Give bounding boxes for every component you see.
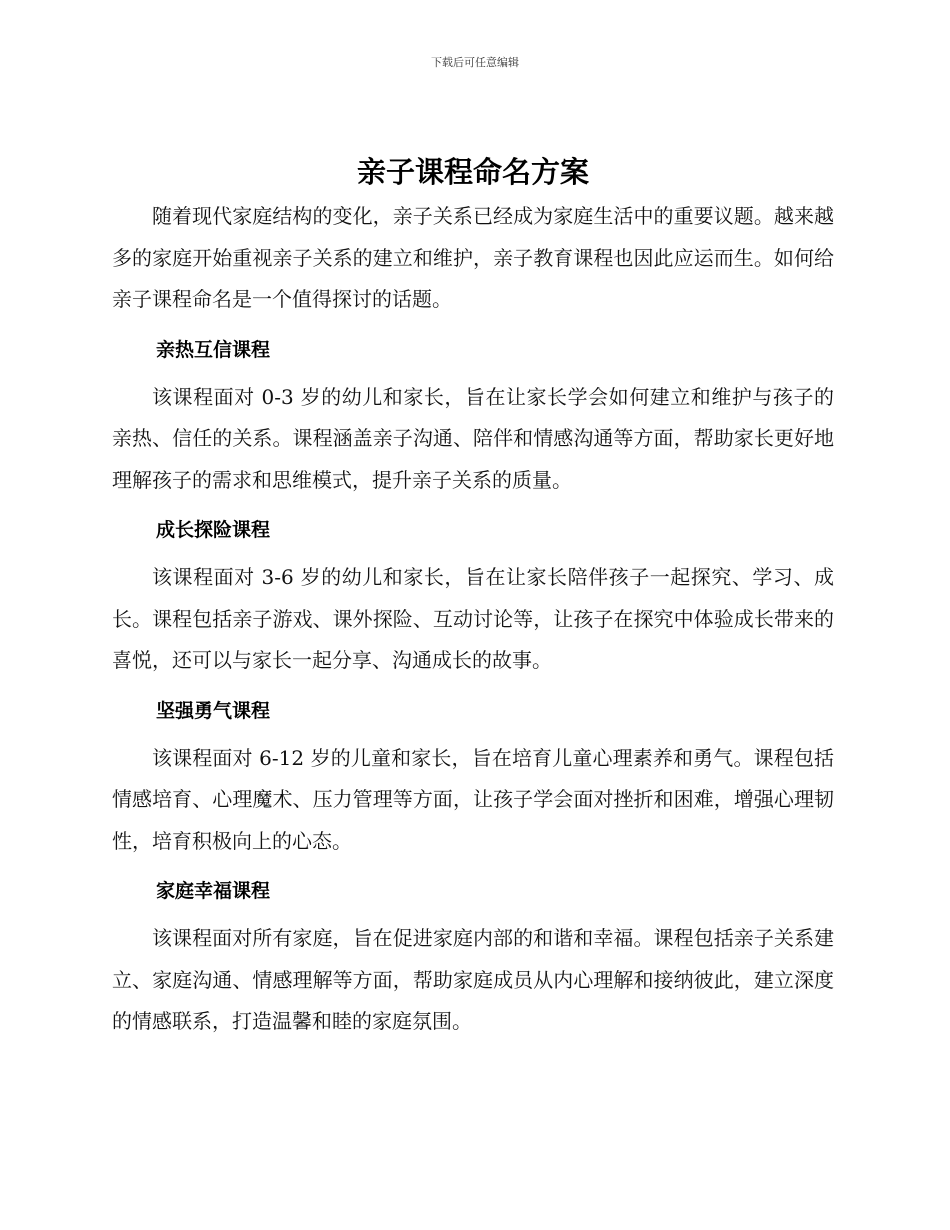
section-body-family-happiness: 该课程面对所有家庭，旨在促进家庭内部的和谐和幸福。课程包括亲子关系建立、家庭沟通、情感理解等方面，帮助家庭成员从内心理解和接纳彼此，建立深度的情感联系，打造温馨和睦的家庭氛围。: [112, 926, 834, 1033]
document-title: 亲子课程命名方案: [356, 155, 589, 189]
section-heading-growth-adventure: 成长探险课程: [156, 519, 271, 541]
intro-paragraph: 随着现代家庭结构的变化，亲子关系已经成为家庭生活中的重要议题。越来越多的家庭开始重视亲子关系的建立和维护，亲子教育课程也因此应运而生。如何给亲子课程命名是一个值得探讨的话题。: [112, 204, 834, 311]
section-heading-strength-courage: 坚强勇气课程: [156, 699, 271, 722]
header-note: 下载后可任意编辑: [431, 56, 519, 69]
section-body-growth-adventure: 该课程面对 3-6 岁的幼儿和家长，旨在让家长陪伴孩子一起探究、学习、成长。课程包括亲子游戏、课外探险、互动讨论等，让孩子在探究中体验成长带来的喜悦，还可以与家长一起分享、沟通成长的故事。: [112, 565, 834, 672]
section-heading-family-happiness: 家庭幸福课程: [156, 880, 271, 902]
section-body-intimacy-trust: 该课程面对 0-3 岁的幼儿和家长，旨在让家长学会如何建立和维护与孩子的亲热、信任的关系。课程涵盖亲子沟通、陪伴和情感沟通等方面，帮助家长更好地理解孩子的需求和思维模式，提升亲子关系的质量。: [112, 384, 834, 492]
section-body-strength-courage: 该课程面对 6-12 岁的儿童和家长，旨在培育儿童心理素养和勇气。课程包括情感培育、心理魔术、压力管理等方面，让孩子学会面对挫折和困难，增强心理韧性，培育积极向上的心态。: [112, 745, 834, 853]
document-body: [112, 150, 834, 1043]
section-heading-intimacy-trust: 亲热互信课程: [156, 338, 271, 361]
